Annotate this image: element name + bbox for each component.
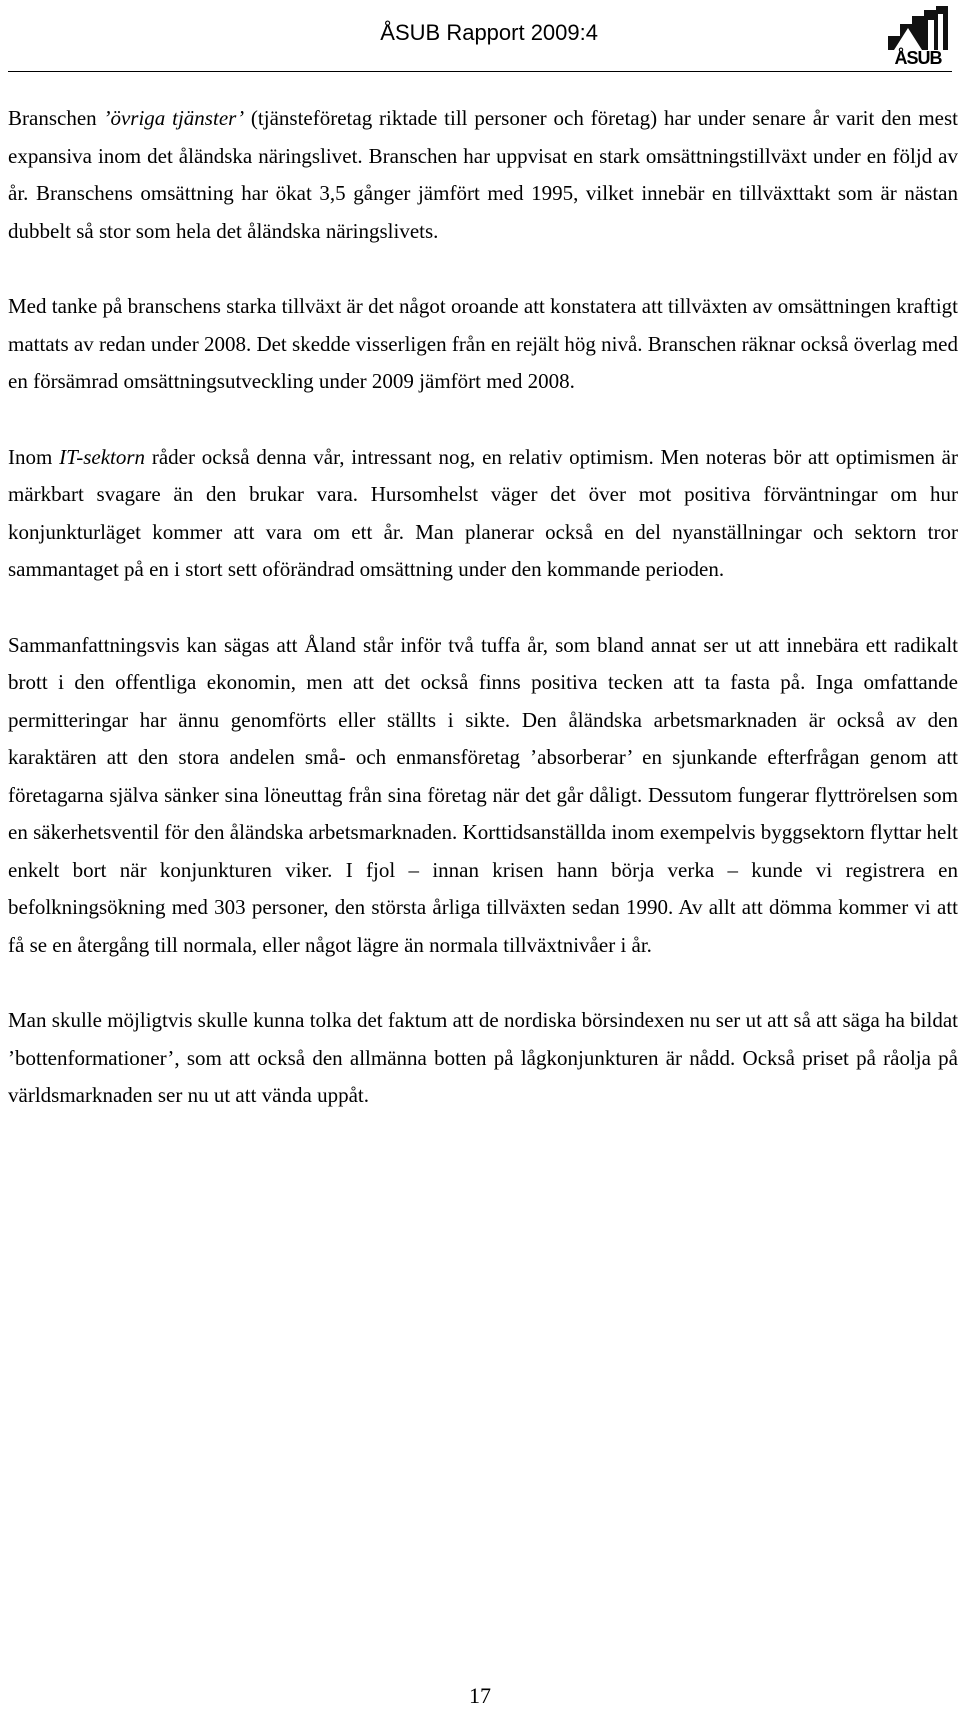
paragraph-text: (tjänsteföretag riktade till personer och företag) har under senare år varit den mest expansiva inom det åländska näringslivet. Branschen har uppvisat en stark omsättningstillväxt under en följd av år. Branschens omsättning har ökat 3,5 gånger jämfört med 1995, vilket innebär en tillväxttakt som är nästan dubbelt så stor som hela det åländska näringslivets. xyxy=(8,106,959,243)
page-header xyxy=(0,0,960,78)
paragraph-borsindex: Man skulle möjligtvis skulle kunna tolka det faktum att de nordiska börsindexen nu ser ut att så att säga ha bildat ’bottenformationer’, som att också den allmänna botten på lågkonjunkturen är nådd. Också priset på råolja på världsmarknaden ser nu ut att vända uppåt. xyxy=(8,1008,958,1107)
paragraph-sammanfattning: Sammanfattningsvis kan sägas att Åland står inför två tuffa år, som bland annat ser ut att innebära ett radikalt brott i den offentliga ekonomin, men att det också finns positiva tecken att ta fasta på. Inga omfattande permitteringar har ännu genomförts eller ställts i sikte. Den åländska arbetsmarknaden är också av den karaktären att den stora andelen små- och enmansföretag ’absorberar’ en sjunkande efterfrågan genom att företagarna själva sänker sina löneuttag från sina företag när det går dåligt. Dessutom fungerar flyttrörelsen som en säkerhetsventil för den åländska arbetsmarknaden. Korttidsanställda inom exempelvis byggsektorn flyttar helt enkelt bort när konjunkturen viker. I fjol – innan krisen hann börja verka – kunde vi registrera en befolkningsökning med 303 personer, den största årliga tillväxten sedan 1990. Av allt att dömma kommer vi att få se en återgång till normala, eller något lägre än normala tillväxtnivåer i år. xyxy=(8,632,958,957)
body-text xyxy=(8,100,958,1153)
logo-graphic-icon xyxy=(888,6,948,50)
paragraph-ovriga-tjanster xyxy=(8,100,958,250)
emphasis-text: IT-sektorn xyxy=(59,444,146,469)
paragraph-text: Branschen xyxy=(8,106,104,130)
asub-logo xyxy=(888,6,948,68)
report-title: ÅSUB Rapport 2009:4 xyxy=(380,20,598,45)
logo-text: ÅSUB xyxy=(894,48,942,68)
header-divider xyxy=(8,71,952,72)
paragraph-it-sektorn xyxy=(8,439,958,589)
paragraph-text: Inom xyxy=(8,444,60,469)
page-number: 17 xyxy=(469,1683,491,1708)
paragraph-tillvaxt: Med tanke på branschens starka tillväxt är det något oroande att konstatera att tillväxten av omsättningen kraftigt mattats av redan under 2008. Det skedde visserligen från en rejält hög nivå. Branschen räknar också överlag med en försämrad omsättningsutveckling under 2009 jämfört med 2008. xyxy=(8,294,958,393)
paragraph-text: råder också denna vår, intressant nog, en relativ optimism. Men noteras bör att optimismen är märkbart svagare än den brukar vara. Hursomhelst väger det över mot positiva förväntningar om hur konjunkturläget kommer att vara om ett år. Man planerar också en del nyanställningar och sektorn tror sammantaget på en i stort sett oförändrad omsättning under den kommande perioden. xyxy=(8,444,959,581)
emphasis-text: ’övriga tjänster’ xyxy=(103,106,245,130)
